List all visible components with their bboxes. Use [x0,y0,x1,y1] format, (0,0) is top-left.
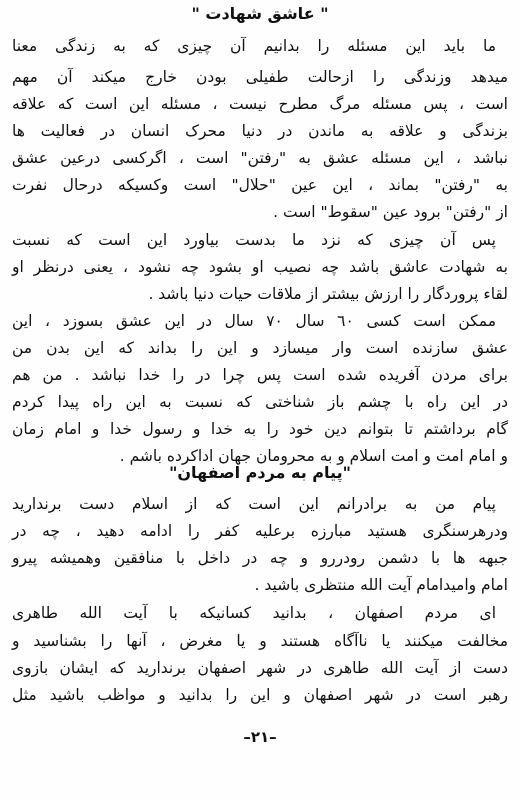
paragraph-line: بزندگی و علاقه به ماندن در دنیا محرک انسان در فعالیت ها [12,122,508,140]
paragraph-line: دست از آیت الله طاهری در شهر اصفهان برندارید که ایشان بازوی [12,659,508,677]
paragraph-line: عشق سازنده است وار میسازد و این را بداند که این بدن من [12,339,508,357]
paragraph-line: مخالفت میکنند یا ناآگاه هستند و یا مغرض ، آنها را بشناسید و [12,632,508,650]
paragraph-line: امام وامیدامام آیت الله منتظری باشید . [254,576,508,594]
paragraph-line: پس آن چیزی که نزد ما بدست بیاورد این است که نسبت [12,231,496,249]
paragraph-line: ما باید این مسئله را بدانیم آن چیزی که به زندگی معنا [12,37,496,55]
paragraph-line: جبهه ها با دشمن رودررو و چه در داخل با منافقین وهمیشه پیرو [12,549,508,567]
paragraph-line: پیام من به برادرانم این است که از اسلام دست برندارید [12,495,496,513]
paragraph-line: ممکن است کسی ٦٠ سال ٧٠ سال در این عشق بسوزد ، این [12,312,496,330]
paragraph-line: در این راه با چشم باز شناختی که نسبت به این راه پیدا کردم [12,393,508,411]
page-number: –٢١– [243,728,277,746]
paragraph-line: ودرهرسنگری هستید مبارزه برعلیه کفر را ادامه دهید ، چه در [12,522,508,540]
paragraph-line: است ، پس مسئله مرگ مطرح نیست ، مسئله این است که علاقه [12,95,508,113]
paragraph-line: به شهادت عاشق باشد چه نصیب او بشود چه نشود ، یعنی درنظر او [12,258,508,276]
section-title-martyrdom: " عاشق شهادت " [191,4,329,23]
paragraph-line: ای مردم اصفهان ، بدانید کسانیکه با آیت الله طاهری [12,604,496,622]
paragraph-line: از "رفتن" برود عین "سقوط" است . [273,203,508,221]
paragraph-line: لقاء پروردگار را ارزش بیشتر از ملاقات حیات دنیا باشد . [148,285,508,303]
paragraph-line: گام برداشتم تا بتوانم دین خود را به خدا و رسول خدا و امام زمان [12,420,508,438]
paragraph-line: رهبر است در شهر اصفهان و این را بدانید و مواظب باشید مثل [12,686,508,704]
paragraph-line: میدهد وزندگی را ازحالت طفیلی بودن خارج میکند آن مهم [12,68,508,86]
paragraph-line: به "رفتن" بماند ، این عین "حلال" است وکسیکه درحال نفرت [12,176,508,194]
section-title-message: "پیام به مردم اصفهان" [169,463,351,482]
paragraph-line: برای مردن آفریده شده است پس چرا در را خدا نباشد . من هم [12,366,508,384]
paragraph-line: و امام امت و امت اسلام و به محرومان جهان اداکرده باشم . [119,447,508,465]
paragraph-line: نباشد ، این مسئله عشق به "رفتن" است ، اگرکسی درعین عشق [12,149,508,167]
